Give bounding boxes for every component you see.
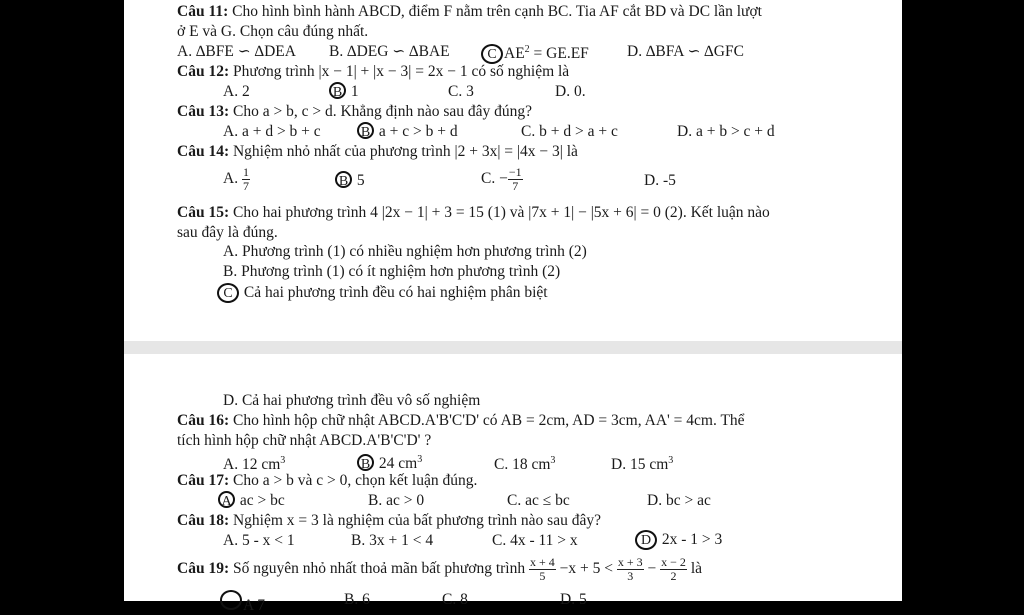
q17-option-a: A ac > bc (218, 491, 285, 510)
fraction: $\frac{-1}{7}$ (508, 164, 522, 193)
q13-option-b: B a + c > b + d (357, 122, 458, 141)
q18-option-c: C. 4x - 11 > x (492, 532, 578, 549)
question-15: Câu 15: Cho hai phương trình 4 |2x − 1| + 3 = 15 (1) và |7x + 1| − |5x + 6| = 0 (2). Kết luận nào (177, 204, 770, 221)
answer-circle (220, 590, 242, 610)
question-14: Câu 14: Nghiệm nhỏ nhất của phương trình |2 + 3x| = |4x − 3| là (177, 143, 578, 160)
q15-option-c: C Cả hai phương trình đều có hai nghiệm phân biệt (217, 283, 548, 303)
q18-option-d: D 2x - 1 > 3 (635, 530, 722, 550)
question-19: Câu 19: Số nguyên nhỏ nhất thoả mãn bất phương trình $\frac{x + 4}{5}$ −x + 5 < $\frac{x + 3}{3}$ − $\frac{x - 2}{2}$ là (177, 554, 702, 583)
question-text: Cho hình bình hành ABCD, điểm F nằm trên cạnh BC. Tia AF cắt BD và DC lần lượt (228, 3, 762, 20)
question-17: Câu 17: Cho a > b và c > 0, chọn kết luận đúng. (177, 472, 478, 489)
fraction: $\frac{x - 2}{2}$ (661, 554, 686, 583)
question-11 (177, 3, 762, 21)
q11-option-b: B. ∆DEG ∽ ∆BAE (329, 43, 450, 60)
q18-option-a: A. 5 - x < 1 (223, 532, 295, 549)
q19-option-d: D. 5 (560, 591, 587, 608)
q16-option-d: D. 15 $cm^3$ (611, 455, 674, 474)
question-12: Câu 12: Phương trình |x − 1| + |x − 3| = 2x − 1 có số nghiệm là (177, 63, 570, 80)
question-16-cont: tích hình hộp chữ nhật ABCD.A'B'C'D' ? (177, 432, 432, 449)
question-label: Câu 11: (177, 3, 229, 20)
question-11-cont: ở E và G. Chọn câu đúng nhất. (177, 23, 369, 40)
answer-circle: B (329, 82, 346, 99)
q16-option-c: C. 18 $cm^3$ (494, 455, 556, 474)
answer-circle: B (357, 454, 374, 471)
answer-circle: C (481, 44, 503, 64)
q14-option-a: A. $\frac{1}{7}$ (223, 164, 249, 193)
q12-option-a: A. 2 (223, 83, 250, 100)
document-page-1 (124, 0, 902, 341)
q13-option-c: C. b + d > a + c (521, 123, 618, 140)
q16-option-b: B 24 $cm^3$ (357, 451, 422, 473)
fraction: $\frac{x + 4}{5}$ (529, 554, 555, 583)
q16-option-a: A. 12 $cm^3$ (223, 455, 286, 474)
q18-option-b: B. 3x + 1 < 4 (351, 532, 434, 549)
q13-option-d: D. a + b > c + d (677, 123, 775, 140)
answer-circle: B (357, 122, 374, 139)
q15-option-d: D. Cả hai phương trình đều vô số nghiệm (223, 392, 481, 409)
question-15-cont: sau đây là đúng. (177, 224, 278, 241)
q15-option-a: A. Phương trình (1) có nhiều nghiệm hơn phương trình (2) (223, 243, 587, 260)
question-16: Câu 16: Cho hình hộp chữ nhật ABCD.A'B'C'D' có AB = 2cm, AD = 3cm, AA' = 4cm. Thể (177, 412, 745, 429)
question-18: Câu 18: Nghiệm x = 3 là nghiệm của bất phương trình nào sau đây? (177, 512, 601, 529)
answer-circle: B (335, 171, 352, 188)
q12-option-b: B 1 (329, 82, 359, 101)
q14-option-b: B 5 (335, 171, 365, 190)
q17-option-d: D. bc > ac (647, 492, 711, 509)
document-page-2 (124, 354, 902, 614)
question-13: Câu 13: Cho a > b, c > d. Khẳng định nào sau đây đúng? (177, 103, 532, 120)
fraction: $\frac{x + 3}{3}$ (617, 554, 643, 583)
q14-option-d: D. -5 (644, 172, 676, 189)
q19-option-a: A 7 (220, 590, 265, 615)
q12-option-c: C. 3 (448, 83, 474, 100)
answer-circle: D (635, 530, 657, 550)
answer-circle: C (217, 283, 239, 303)
q11-option-a: A. ∆BFE ∽ ∆DEA (177, 43, 296, 60)
q12-option-d: D. 0. (555, 83, 586, 100)
q14-option-c: C. − $\frac{-1}{7}$ (481, 164, 522, 193)
q19-option-c: C. 8 (442, 591, 468, 608)
q17-option-b: B. ac > 0 (368, 492, 425, 509)
answer-circle: A (218, 491, 235, 508)
q19-option-b: B. 6 (344, 591, 370, 608)
q11-option-c: C $AE^2 = GE.EF$ (481, 41, 589, 64)
q11-option-d: D. ∆BFA ∽ ∆GFC (627, 43, 744, 60)
q13-option-a: A. a + d > b + c (223, 123, 321, 140)
fraction: $\frac{1}{7}$ (242, 164, 249, 193)
page-separator (124, 341, 902, 354)
q15-option-b: B. Phương trình (1) có ít nghiệm hơn phương trình (2) (223, 263, 561, 280)
q17-option-c: C. ac ≤ bc (507, 492, 570, 509)
